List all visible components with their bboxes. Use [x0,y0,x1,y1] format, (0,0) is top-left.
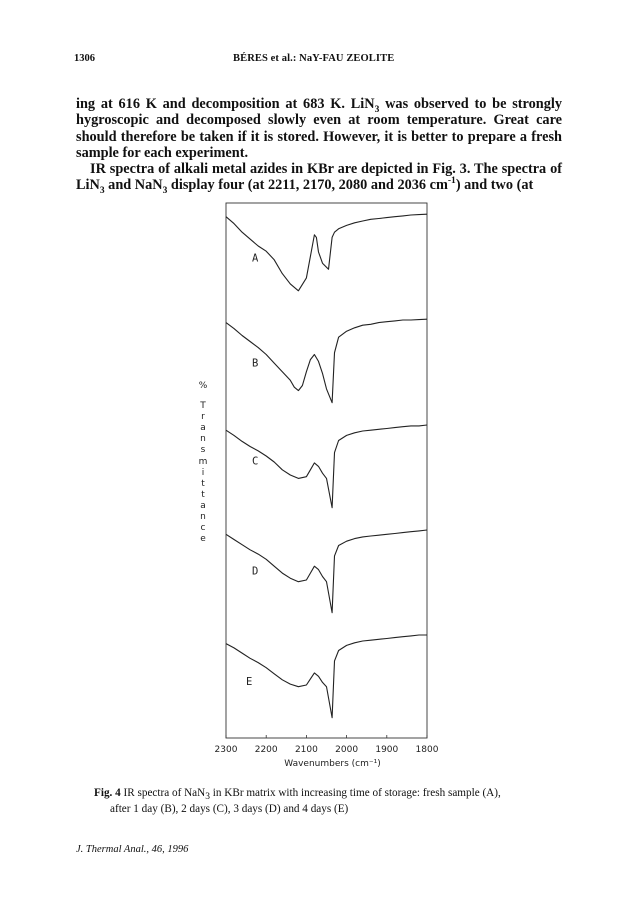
y-axis-label-letter: r [201,412,205,423]
spectrum-label-d: D [252,565,259,578]
text-span: ing at 616 K and decomposition at 683 K. LiN [76,96,375,112]
text-span: ) and two (at [455,177,534,194]
caption-text: IR spectra of NaN [120,787,206,799]
journal-footer: J. Thermal Anal., 46, 1996 [76,844,189,855]
x-tick-label: 2200 [254,745,278,755]
page-number: 1306 [74,53,95,64]
y-axis-label-letter: i [201,467,205,478]
y-axis-label-letter: t [201,489,205,500]
y-axis-label-percent: % [198,381,208,391]
subscript: 3 [162,186,168,197]
y-axis-label-letter: c [200,523,206,534]
y-axis-label-letter: m [198,456,208,467]
caption-line-2: after 1 day (B), 2 days (C), 3 days (D) and 4 days (E) [110,803,349,815]
text-span: was observed to be strongly hygroscopic and decomposed slowly even at room temperature. Great care should therefore be taken if it is stored. However, it is better to prepare a fresh sample for each experiment. [76,96,562,161]
running-head-title: BÉRES et al.: NaY-FAU ZEOLITE [233,53,395,64]
y-axis-label-letter: t [201,478,205,489]
subscript: 3 [205,792,210,803]
y-axis-label-letter: s [200,445,206,456]
text-span: IR spectra of alkali metal azides in KBr are depicted in Fig. 3. The spectra of LiN [76,161,562,194]
caption-text: in KBr matrix with increasing time of storage: fresh sample (A), [209,787,501,799]
figure-label: Fig. 4 [94,787,121,799]
plot-frame [226,203,427,738]
spectrum-label-a: A [252,252,259,265]
x-tick-label: 2300 [214,745,238,755]
x-axis-label: Wavenumbers (cm⁻¹) [284,759,381,769]
x-tick-label: 1900 [375,745,399,755]
x-tick-label: 2000 [335,745,359,755]
x-tick-label: 1800 [415,745,439,755]
text-span: display four (at 2211, 2170, 2080 and 2036 cm [167,177,448,194]
text-span: and NaN [104,177,163,194]
spectrum-label-b: B [252,357,259,370]
spectrum-label-e: E [246,675,253,688]
spectrum-label-c: C [252,455,259,468]
y-axis-label-letter: e [200,534,206,545]
subscript: 3 [374,104,380,115]
spectrum-line-e [226,635,427,718]
y-axis-label-letter: n [200,512,206,523]
y-axis-label-letter: n [200,434,206,445]
superscript: -1 [447,176,456,187]
x-tick-label: 2100 [294,745,318,755]
figure-caption [94,785,574,817]
y-axis-label-letter: a [200,500,206,511]
y-axis-label-letter: T [200,401,206,412]
y-axis-label-letter: a [200,423,206,434]
subscript: 3 [99,186,105,197]
